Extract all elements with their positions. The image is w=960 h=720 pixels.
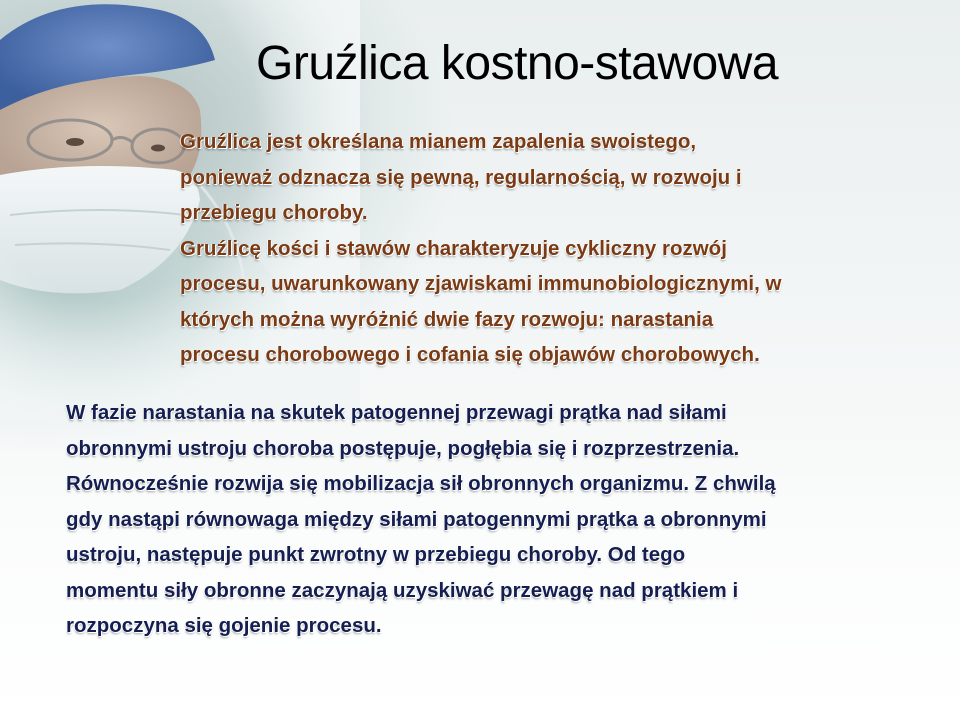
paragraph-line: przebiegu choroby. (180, 201, 368, 224)
paragraph-line: ustroju, następuje punkt zwrotny w przebiegu choroby. Od tego (66, 543, 686, 566)
paragraph-line: procesu chorobowego i cofania się objawów chorobowych. (180, 343, 760, 366)
paragraph-line: ponieważ odznacza się pewną, regularnością, w rozwoju i (180, 165, 742, 189)
paragraph-line: W fazie narastania na skutek patogennej przewagi prątka nad siłami (66, 401, 727, 424)
paragraph-intro (180, 124, 900, 373)
paragraph-line: gdy nastąpi równowaga między siłami patogennymi prątka a obronnymi (66, 507, 767, 531)
paragraph-line: Gruźlica jest określana mianem zapalenia swoistego, (180, 130, 697, 153)
paragraph-line: których można wyróżnić dwie fazy rozwoju: narastania (180, 307, 714, 331)
paragraph-line: momentu siły obronne zaczynają uzyskiwać przewagę nad prątkiem i (66, 578, 739, 602)
slide-title: Gruźlica kostno-stawowa (256, 37, 779, 90)
paragraph-line: rozpoczyna się gojenie procesu. (66, 614, 382, 637)
paragraph-line: obronnymi ustroju choroba postępuje, pogłębia się i rozprzestrzenia. (66, 436, 740, 460)
paragraph-phases (66, 395, 926, 644)
paragraph-line: Gruźlicę kości i stawów charakteryzuje cykliczny rozwój (180, 236, 727, 260)
paragraph-line: Równocześnie rozwija się mobilizacja sił obronnych organizmu. Z chwilą (66, 472, 776, 495)
paragraph-line: procesu, uwarunkowany zjawiskami immunobiologicznymi, w (180, 272, 782, 295)
